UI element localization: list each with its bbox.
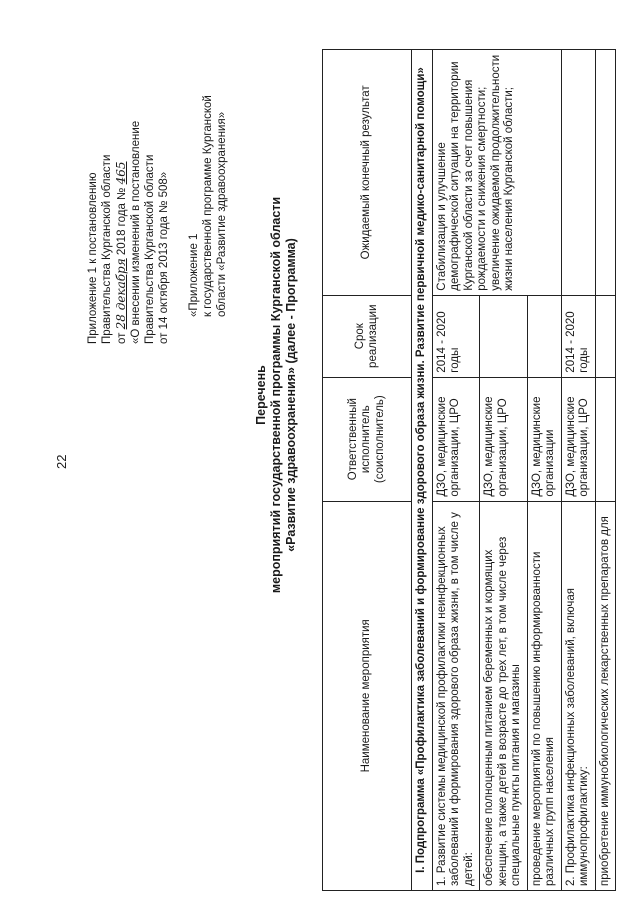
appendix-date-mid: 2018 года № [116,187,128,256]
cell-name: приобретение иммунобиологических лекарственных препаратов для [595,501,616,890]
section-row [412,50,433,891]
table-header-row [323,50,412,891]
page-number: 22 [54,454,69,469]
table-row [595,50,616,891]
measures-table [322,49,616,891]
cell-term [527,295,561,377]
cell-name: обеспечение полноценным питанием беременных и кормящих женщин, а также детей в возрасте до трех лет, в том числе через специальные пункты питания и магазины [480,501,528,890]
appendix-line: Правительства Курганской области [144,154,156,344]
appendix-inner-line: «Приложение 1 [188,233,200,317]
appendix-inner-line: области «Развитие здравоохранения» [216,111,228,317]
cell-executor [595,377,616,501]
appendix-inner-line: к государственной программе Курганской [202,95,214,317]
appendix-inner [187,57,229,317]
cell-result [561,50,595,296]
cell-name: 1. Развитие системы медицинской профилактики неинфекционных заболеваний и формирования здорового образа жизни, в том числе у детей: [432,501,480,890]
handwritten-date: 28 декабря [114,258,128,330]
appendix-date-line [114,44,129,344]
cell-term: 2014 - 2020 годы [561,295,595,377]
title-line: «Развитие здравоохранения» (далее - Программа) [284,238,298,552]
cell-term [480,295,528,377]
cell-result [595,50,616,296]
cell-executor: ДЗО, медицинские организации, ЦРО [432,377,480,501]
cell-executor: ДЗО, медицинские организации, ЦРО [561,377,595,501]
cell-executor: ДЗО, медицинские организации [527,377,561,501]
cell-result: Стабилизация и улучшение демографической ситуации на территории Курганской области за счет повышения рождаемости и снижения смертности; увеличение ожидаемой продолжительности жизни населения Курганской области; [432,50,561,296]
header-result: Ожидаемый конечный результат [323,50,412,296]
header-name: Наименование мероприятия [323,501,412,890]
cell-name: 2. Профилактика инфекционных заболеваний, включая иммунопрофилактику: [561,501,595,890]
table-row [432,50,480,891]
handwritten-number: 465 [114,161,128,185]
title-line: Перечень [254,365,268,425]
document-title [254,35,299,755]
appendix-line: Приложение 1 к постановлению [87,172,99,344]
cell-term [595,295,616,377]
appendix-line: «О внесении изменений в постановление [130,120,142,344]
title-line: мероприятий государственной программы Курганской области [269,196,283,594]
table-row [561,50,595,891]
appendix-header [86,44,171,344]
appendix-line: от 14 октября 2013 года № 508» [158,171,170,344]
cell-executor: ДЗО, медицинские организации, ЦРО [480,377,528,501]
header-term: Срок реализации [323,295,412,377]
header-executor: Ответственный исполнитель (соисполнитель) [323,377,412,501]
cell-name: проведение мероприятий по повышению информированности различных групп населения [527,501,561,890]
appendix-line: Правительства Курганской области [101,154,113,344]
cell-term: 2014 - 2020 годы [432,295,480,377]
appendix-date-prefix: от [116,332,128,344]
section-title: I. Подпрограмма «Профилактика заболеваний и формирование здорового образа жизни. Развитие первичной медико-санитарной помощи» [412,50,433,891]
